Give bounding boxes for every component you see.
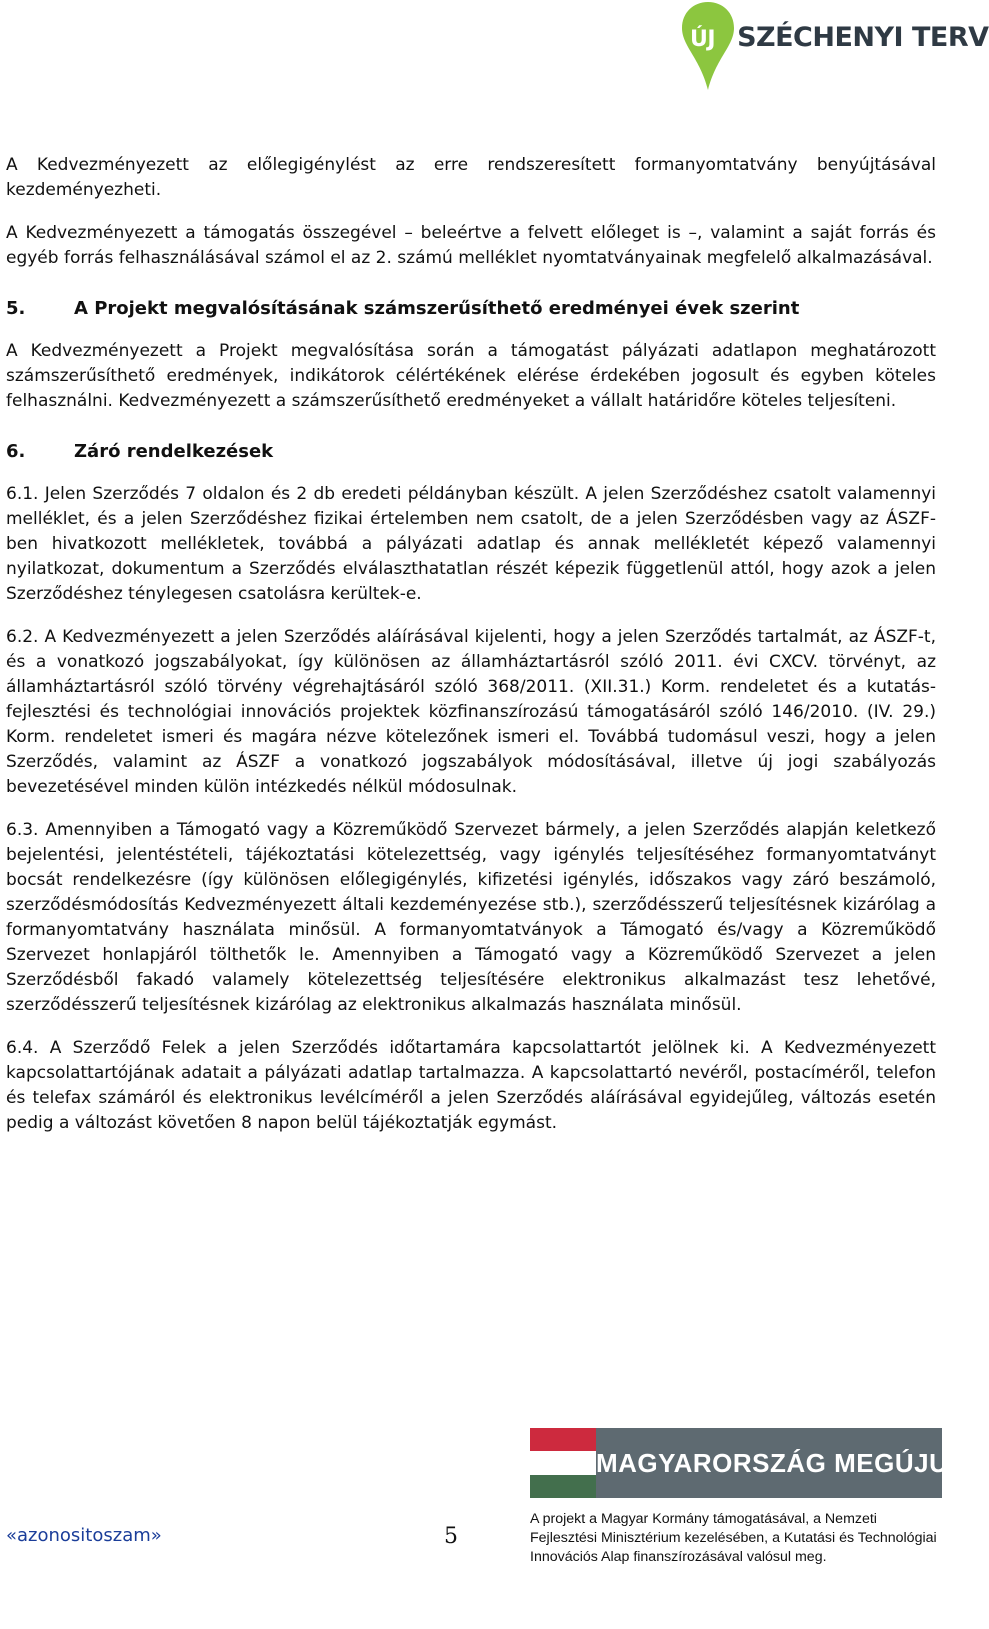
section-6-title: Záró rendelkezések [74, 441, 274, 462]
section-6-number: 6. [6, 441, 26, 462]
paragraph-advance-request: A Kedvezményezett az előlegigénylést az erre rendszeresített formanyomtatvány benyújtásával kezdeményezheti. [6, 155, 936, 200]
section-5-text: A Kedvezményezett a Projekt megvalósítása során a támogatást pályázati adatlapon meghatározott számszerűsíthető eredmények, indikátorok célértékének elérése érdekében jogosult és egyben köteles felhasználni. Kedvezményezett a számszerűsíthető eredményeket a vállalt határidőre köteles teljesíteni. [6, 341, 936, 411]
section-5-title: A Projekt megvalósításának számszerűsíthető eredményei évek szerint [74, 298, 800, 319]
clause-6-4: 6.4. A Szerződő Felek a jelen Szerződés időtartamára kapcsolattartót jelölnek ki. A Kedvezményezett kapcsolattartójának adatait a pályázati adatlap tartalmazza. A kapcsolattartó nevéről, postacíméről, telefon és telefax számáról és elektronikus levélcíméről a jelen Szerződés aláírásával egyidejűleg, változás esetén pedig a változást követően 8 napon belül tájékoztatják egymást. [6, 1038, 936, 1133]
section-6-heading [6, 439, 936, 464]
clause-6-3: 6.3. Amennyiben a Támogató vagy a Közreműködő Szervezet bármely, a jelen Szerződés alapján keletkező bejelentési, jelentéstételi, tájékoztatási kötelezettség, vagy igénylés teljesítéséhez formanyomtatványt bocsát rendelkezésre (így különösen előlegigénylés, kifizetési igénylés, időszakos vagy záró beszámoló, szerződésmódosítás Kedvezményezett általi kezdeményezése stb.), szerződésszerű teljesítésnek kizárólag a formanyomtatvány használata minősül. A formanyomtatványok a Támogató és/vagy a Közreműködő Szervezet honlapjáról tölthetők le. Amennyiben a Támogató vagy a Közreműködő Szervezet a jelen Szerződésből fakadó valamely kötelezettség teljesítésére elektronikus alkalmazást tesz lehetővé, szerződésszerű teljesítésnek kizárólag az elektronikus alkalmazás használata minősül. [6, 820, 936, 1015]
logo-badge: ÚJ [690, 27, 716, 52]
magyarorszag-megujul-logo [530, 1428, 965, 1629]
logo-name: SZÉCHENYI TERV [737, 22, 989, 53]
section-5-number: 5. [6, 298, 26, 319]
page-number: 5 [444, 1524, 458, 1549]
section-5-heading [6, 296, 936, 321]
funding-note: A projekt a Magyar Kormány támogatásával, a Nemzeti Fejlesztési Minisztérium kezelésében, a Kutatási és Technológiai Innovációs Alap finanszírozásával valósul meg. [530, 1511, 937, 1565]
paragraph-settlement: A Kedvezményezett a támogatás összegével – beleértve a felvett előleget is –, valamint a saját forrás és egyéb forrás felhasználásával számol el az 2. számú melléklet nyomtatványainak megfelelő alkalmazásával. [6, 223, 936, 268]
banner-text: MAGYARORSZÁG MEGÚJUL [596, 1428, 942, 1498]
clause-6-1: 6.1. Jelen Szerződés 7 oldalon és 2 db eredeti példányban készült. A jelen Szerződéshez csatolt valamennyi melléklet, és a jelen Szerződéshez fizikai értelemben nem csatolt, de a jelen Szerződésben vagy az ÁSZF-ben hivatkozott mellékletek, továbbá a pályázati adatlap és annak mellékletét képező valamennyi nyilatkozat, dokumentum a Szerződés elválaszthatatlan részét képezik függetlenül attól, hogy azok a jelen Szerződéshez ténylegesen csatolásra kerültek-e. [6, 484, 936, 604]
szechenyi-terv-logo [672, 0, 989, 92]
identifier-field: «azonositoszam» [6, 1525, 162, 1546]
document-body [6, 153, 936, 1136]
hungarian-flag-icon [530, 1428, 596, 1498]
clause-6-2: 6.2. A Kedvezményezett a jelen Szerződés aláírásával kijelenti, hogy a jelen Szerződés tartalmát, az ÁSZF-t, és a vonatkozó jogszabályokat, így különösen az államháztartásról szóló 2011. évi CXCV. törvényt, az államháztartásról szóló törvény végrehajtásáról szóló 368/2011. (XII.31.) Korm. rendeletet és a kutatás-fejlesztési és technológiai innovációs projektek közfinanszírozású támogatásáról szóló 146/2010. (IV. 29.) Korm. rendeletet ismeri és magára nézve kötelezőnek ismeri el. Továbbá tudomásul veszi, hogy a jelen Szerződés, valamint az ÁSZF a vonatkozó jogszabályok módosításával, illetve új jogi szabályozás bevezetésével minden külön intézkedés nélkül módosulnak. [6, 627, 936, 797]
